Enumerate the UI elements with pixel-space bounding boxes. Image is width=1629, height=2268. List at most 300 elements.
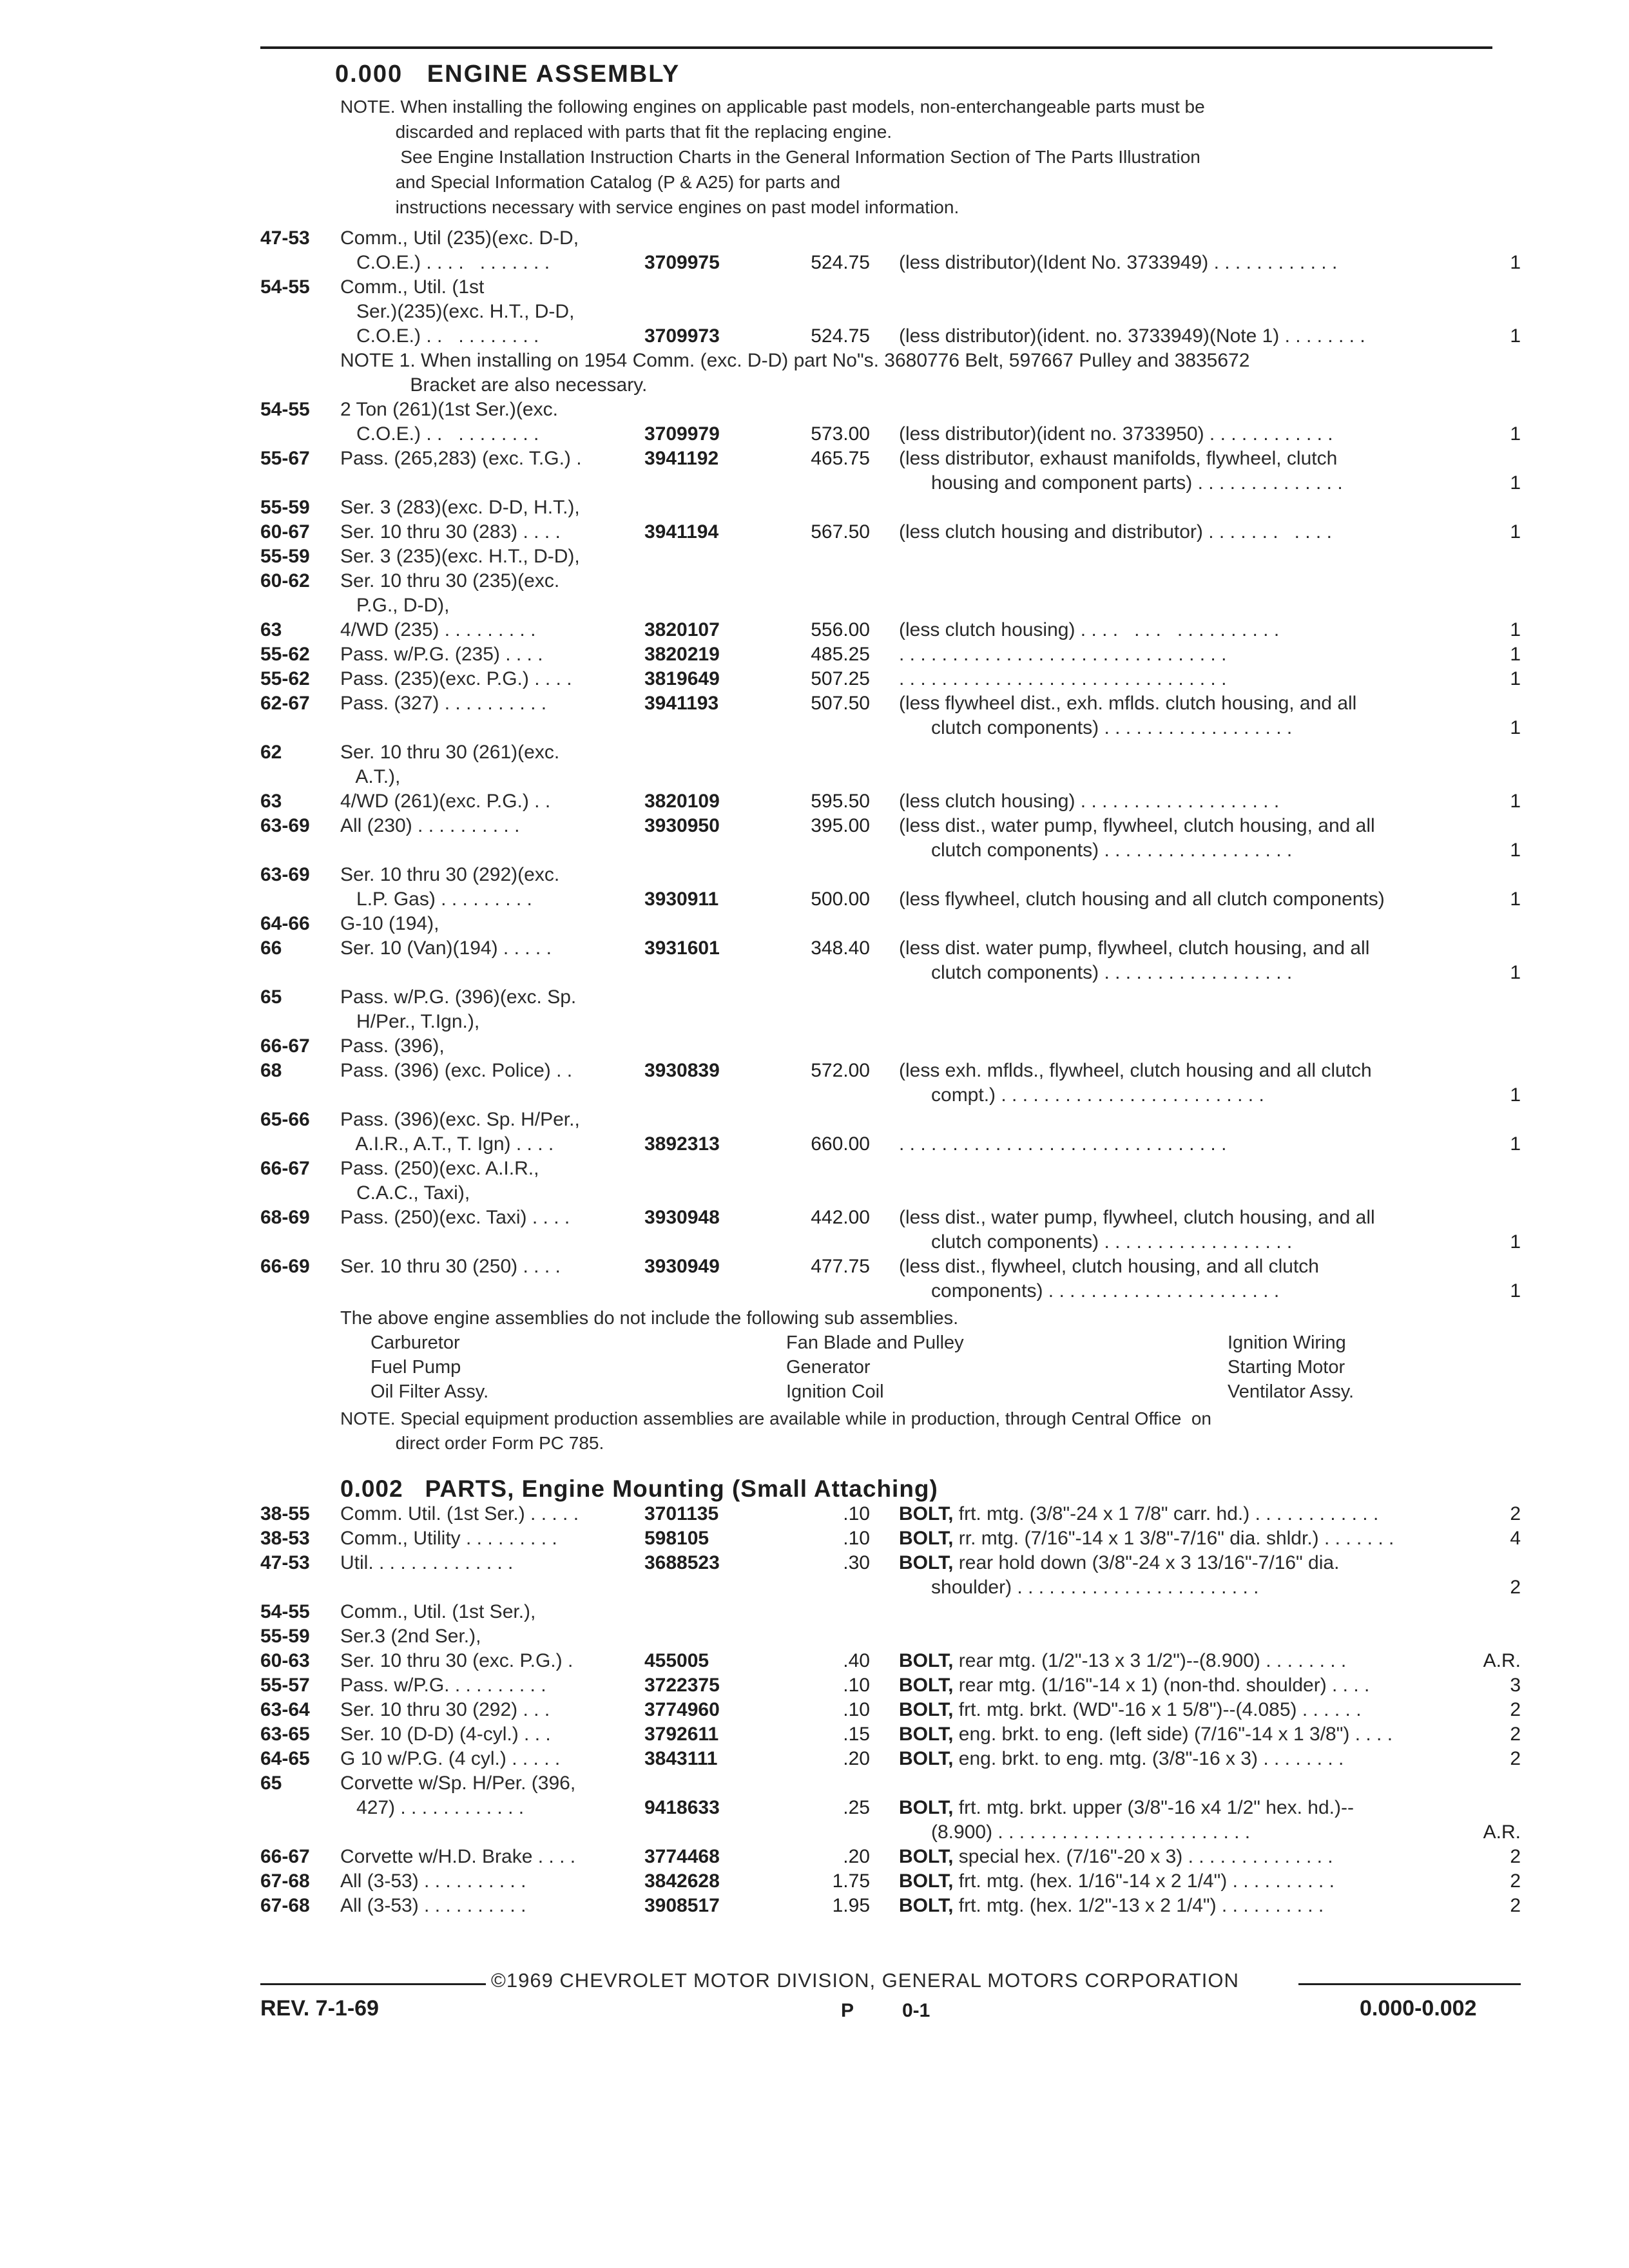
note-line: NOTE. When installing the following engines on applicable past models, non-enterchangeable parts must be <box>340 97 1205 117</box>
application: Pass. (396)(exc. Sp. H/Per., <box>340 1109 580 1130</box>
application: Pass. w/P.G. (235) . . . . <box>340 644 543 665</box>
application: Ser.3 (2nd Ser.), <box>340 1626 481 1647</box>
sub-assembly-item: Fuel Pump <box>371 1357 461 1378</box>
table-row <box>0 691 1629 716</box>
quantity: 2 <box>1510 1846 1521 1867</box>
description-text: frt. mtg. brkt. (WD"-16 x 1 5/8")--(4.085) . . . . . . <box>953 1699 1362 1720</box>
description <box>899 813 1375 838</box>
model-years: 63-64 <box>260 1699 310 1720</box>
price: 524.75 <box>811 325 870 347</box>
price: 660.00 <box>811 1133 870 1155</box>
part-number: 3701135 <box>644 1503 719 1524</box>
description-text: (less distributor)(ident no. 3733950) . . . . . . . . . . . . <box>899 423 1333 445</box>
description-text: shoulder) . . . . . . . . . . . . . . . . . . . . . . . <box>899 1577 1259 1598</box>
description <box>899 1820 1250 1845</box>
table-row <box>0 1599 1629 1624</box>
table-row <box>0 250 1629 275</box>
table-row <box>0 1869 1629 1894</box>
sub-assemblies-intro: The above engine assemblies do not include the following sub assemblies. <box>340 1308 959 1329</box>
description-text: (less flywheel dist., exh. mflds. clutch housing, and all <box>899 693 1357 714</box>
description <box>899 936 1369 961</box>
table-row <box>0 1501 1629 1526</box>
application: Ser. 10 thru 30 (261)(exc. <box>340 742 560 763</box>
description-text: rear mtg. (1/16"-14 x 1) (non-thd. shoulder) . . . . <box>953 1675 1370 1696</box>
section-number: 0.000 <box>335 61 403 88</box>
part-name: BOLT, <box>899 1552 954 1573</box>
application: All (230) . . . . . . . . . . <box>340 815 520 836</box>
page-number: 0-1 <box>902 2000 930 2021</box>
description <box>899 666 1226 691</box>
model-years: 66-69 <box>260 1256 310 1277</box>
part-name: BOLT, <box>899 1870 954 1892</box>
description-text: housing and component parts) . . . . . . . . . . . . . . <box>899 472 1343 494</box>
model-years: 63-69 <box>260 864 310 885</box>
description-text: (less dist., water pump, flywheel, clutch housing, and all <box>899 1207 1375 1228</box>
description <box>899 1795 1354 1820</box>
sub-assembly-item: Oil Filter Assy. <box>371 1381 489 1402</box>
application: All (3-53) . . . . . . . . . . <box>340 1895 526 1916</box>
price: .25 <box>843 1797 870 1818</box>
application: Pass. (265,283) (exc. T.G.) . <box>340 448 582 469</box>
section-heading-engine-assembly <box>335 61 680 88</box>
description-text: (less exh. mflds., flywheel, clutch housing and all clutch <box>899 1060 1372 1081</box>
model-years: 65-66 <box>260 1109 310 1130</box>
table-row <box>0 838 1629 863</box>
price: 507.50 <box>811 693 870 714</box>
quantity: 3 <box>1510 1675 1521 1696</box>
description-text: eng. brkt. to eng. (left side) (7/16"-14 x 1 3/8") . . . . <box>953 1724 1393 1745</box>
description-text: (less flywheel, clutch housing and all clutch components) <box>899 889 1385 910</box>
part-number: 3709973 <box>644 325 720 347</box>
table-row <box>0 1893 1629 1918</box>
part-name: BOLT, <box>899 1895 954 1916</box>
note-line: See Engine Installation Instruction Charts in the General Information Section of The Parts Illustration <box>340 147 1200 167</box>
description <box>899 1893 1324 1918</box>
part-number: 3842628 <box>644 1870 720 1892</box>
part-number: 3930839 <box>644 1060 720 1081</box>
model-years: 64-66 <box>260 913 310 934</box>
model-years: 55-62 <box>260 668 310 689</box>
description-text: (less clutch housing) . . . . . . . . . . . . . . . . . <box>899 619 1280 640</box>
price: .10 <box>843 1503 870 1524</box>
model-years: 62 <box>260 742 282 763</box>
part-number: 3820219 <box>644 644 720 665</box>
note-line: discarded and replaced with parts that fit the replacing engine. <box>340 122 892 142</box>
table-row <box>0 1648 1629 1673</box>
model-years: 55-59 <box>260 1626 310 1647</box>
table-row <box>0 1795 1629 1820</box>
application: Ser. 10 thru 30 (235)(exc. <box>340 570 560 591</box>
table-row <box>0 715 1629 740</box>
model-years: 54-55 <box>260 399 310 420</box>
part-number: 3774960 <box>644 1699 720 1720</box>
quantity: 1 <box>1510 840 1521 861</box>
part-number: 3941193 <box>644 693 719 714</box>
quantity: 1 <box>1510 252 1521 273</box>
part-number: 3819649 <box>644 668 720 689</box>
price: 524.75 <box>811 252 870 273</box>
part-number: 3930911 <box>644 889 719 910</box>
application: Pass. (396) (exc. Police) . . <box>340 1060 573 1081</box>
price: .10 <box>843 1699 870 1720</box>
application: 2 Ton (261)(1st Ser.)(exc. <box>340 399 558 420</box>
description <box>899 789 1279 814</box>
model-years: 65 <box>260 986 282 1008</box>
table-row <box>0 911 1629 936</box>
table-row <box>0 470 1629 495</box>
table-row <box>0 642 1629 667</box>
description-text: . . . . . . . . . . . . . . . . . . . . . . . . . . . . . . . <box>899 1133 1227 1155</box>
application: Ser. 10 thru 30 (292)(exc. <box>340 864 560 885</box>
table-row <box>0 666 1629 691</box>
model-years: 65 <box>260 1773 282 1794</box>
description <box>899 470 1343 495</box>
part-number: 3930950 <box>644 815 720 836</box>
part-number: 3774468 <box>644 1846 720 1867</box>
application: Ser. 10 thru 30 (292) . . . <box>340 1699 550 1720</box>
description <box>899 1575 1259 1600</box>
model-years: 63-69 <box>260 815 310 836</box>
quantity: 1 <box>1510 644 1521 665</box>
table-row <box>0 519 1629 544</box>
description <box>899 887 1385 912</box>
description <box>899 1205 1375 1230</box>
model-years: 55-57 <box>260 1675 310 1696</box>
description <box>899 1082 1264 1108</box>
table-row <box>0 1278 1629 1303</box>
price: 556.00 <box>811 619 870 640</box>
price: 1.75 <box>832 1870 870 1892</box>
part-number: 3930948 <box>644 1207 720 1228</box>
table-row <box>0 1746 1629 1771</box>
part-name: BOLT, <box>899 1748 954 1769</box>
application: Ser.)(235)(exc. H.T., D-D, <box>340 301 575 322</box>
revision-date: REV. 7-1-69 <box>260 1996 379 2021</box>
description <box>899 446 1337 471</box>
model-years: 55-67 <box>260 448 310 469</box>
table-row <box>0 1254 1629 1279</box>
application: C.O.E.) . . . . . . . . . . . <box>340 252 550 273</box>
table-row <box>0 1526 1629 1551</box>
quantity: 1 <box>1510 889 1521 910</box>
quantity: 1 <box>1510 717 1521 738</box>
model-years: 54-55 <box>260 276 310 298</box>
part-number: 3820107 <box>644 619 720 640</box>
description-text: components) . . . . . . . . . . . . . . . . . . . . . . <box>899 1280 1280 1302</box>
table-row <box>0 495 1629 520</box>
sub-assembly-item: Fan Blade and Pulley <box>786 1332 964 1353</box>
description <box>899 691 1356 716</box>
table-row <box>0 1229 1629 1254</box>
description-text: eng. brkt. to eng. mtg. (3/8"-16 x 3) . . . . . . . . <box>953 1748 1344 1769</box>
model-years: 62-67 <box>260 693 310 714</box>
table-row <box>0 1624 1629 1649</box>
table-row <box>0 1697 1629 1722</box>
application: A.I.R., A.T., T. Ign) . . . . <box>340 1133 554 1155</box>
application: NOTE 1. When installing on 1954 Comm. (exc. D-D) part No"s. 3680776 Belt, 597667 Pulley and 3835672 <box>340 350 1250 371</box>
table-row <box>0 764 1629 789</box>
section-heading-engine-mounting <box>340 1475 938 1503</box>
description-text: clutch components) . . . . . . . . . . . . . . . . . . <box>899 1231 1293 1253</box>
part-number: 3792611 <box>644 1724 719 1745</box>
quantity: 1 <box>1510 521 1521 543</box>
description <box>899 1673 1369 1698</box>
model-years: 66-67 <box>260 1846 310 1867</box>
description-text: frt. mtg. brkt. upper (3/8"-16 x4 1/2" hex. hd.)-- <box>953 1797 1354 1818</box>
application: Ser. 3 (235)(exc. H.T., D-D), <box>340 546 580 567</box>
application: G 10 w/P.G. (4 cyl.) . . . . . <box>340 1748 561 1769</box>
application: Ser. 3 (283)(exc. D-D, H.T.), <box>340 497 580 518</box>
description <box>899 1697 1362 1722</box>
price: .15 <box>843 1724 870 1745</box>
description <box>899 1278 1279 1303</box>
quantity: 1 <box>1510 325 1521 347</box>
table-row <box>0 1550 1629 1575</box>
footer-rule-right <box>1298 1983 1521 1985</box>
price: 477.75 <box>811 1256 870 1277</box>
description <box>899 323 1365 349</box>
sub-assembly-item: Generator <box>786 1357 871 1378</box>
model-years: 55-59 <box>260 497 310 518</box>
section-title: PARTS, Engine Mounting (Small Attaching) <box>425 1475 938 1502</box>
description-text: . . . . . . . . . . . . . . . . . . . . . . . . . . . . . . . <box>899 644 1227 665</box>
table-row <box>0 544 1629 569</box>
sub-assembly-item: Starting Motor <box>1228 1357 1345 1378</box>
application: Corvette w/H.D. Brake . . . . <box>340 1846 576 1867</box>
application: Comm. Util. (1st Ser.) . . . . . <box>340 1503 579 1524</box>
table-row <box>0 274 1629 300</box>
application: Comm., Util (235)(exc. D-D, <box>340 227 579 249</box>
description-text: (less distributor)(Ident No. 3733949) . . . . . . . . . . . . <box>899 252 1338 273</box>
part-number: 3892313 <box>644 1133 720 1155</box>
table-row <box>0 348 1629 373</box>
quantity: 1 <box>1510 1231 1521 1253</box>
price: .40 <box>843 1650 870 1671</box>
quantity: 1 <box>1510 1133 1521 1155</box>
quantity: 2 <box>1510 1724 1521 1745</box>
table-row <box>0 1180 1629 1206</box>
description <box>899 1254 1319 1279</box>
quantity: 1 <box>1510 472 1521 494</box>
part-number: 598105 <box>644 1528 709 1549</box>
note-line: instructions necessary with service engines on past model information. <box>340 197 959 217</box>
quantity: 1 <box>1510 423 1521 445</box>
model-years: 60-67 <box>260 521 310 543</box>
note-line: direct order Form PC 785. <box>340 1433 604 1453</box>
price: 507.25 <box>811 668 870 689</box>
application: G-10 (194), <box>340 913 439 934</box>
note-line: and Special Information Catalog (P & A25) for parts and <box>340 172 841 192</box>
quantity: 1 <box>1510 619 1521 640</box>
part-number: 3843111 <box>644 1748 718 1769</box>
model-years: 63 <box>260 619 282 640</box>
description <box>899 960 1292 985</box>
part-number: 3941192 <box>644 448 719 469</box>
table-row <box>0 960 1629 985</box>
application: Pass. w/P.G. (396)(exc. Sp. <box>340 986 577 1008</box>
section-range: 0.000-0.002 <box>1360 1996 1477 2021</box>
part-number: 3931601 <box>644 937 720 959</box>
table-row <box>0 421 1629 447</box>
model-years: 63 <box>260 791 282 812</box>
application: Comm., Utility . . . . . . . . . <box>340 1528 557 1549</box>
table-row <box>0 813 1629 838</box>
table-row <box>0 1673 1629 1698</box>
description-text: (less dist. water pump, flywheel, clutch housing, and all <box>899 937 1370 959</box>
table-row <box>0 887 1629 912</box>
description-text: rear mtg. (1/2"-13 x 3 1/2")--(8.900) . . . . . . . . <box>953 1650 1347 1671</box>
quantity: A.R. <box>1483 1650 1521 1671</box>
description <box>899 1229 1292 1254</box>
application: Pass. w/P.G. . . . . . . . . . <box>340 1675 546 1696</box>
model-years: 63-65 <box>260 1724 310 1745</box>
quantity: 1 <box>1510 1280 1521 1302</box>
top-rule <box>260 46 1492 49</box>
model-years: 68 <box>260 1060 282 1081</box>
table-row <box>0 568 1629 593</box>
description-text: clutch components) . . . . . . . . . . . . . . . . . . <box>899 840 1293 861</box>
application: Pass. (250)(exc. Taxi) . . . . <box>340 1207 570 1228</box>
description-text: (less distributor, exhaust manifolds, flywheel, clutch <box>899 448 1338 469</box>
model-years: 38-53 <box>260 1528 310 1549</box>
sub-assembly-item: Carburetor <box>371 1332 460 1353</box>
part-name: BOLT, <box>899 1503 954 1524</box>
price: .20 <box>843 1748 870 1769</box>
quantity: 2 <box>1510 1699 1521 1720</box>
table-row <box>0 397 1629 422</box>
description <box>899 642 1226 667</box>
part-name: BOLT, <box>899 1724 954 1745</box>
model-years: 47-53 <box>260 227 310 249</box>
table-row <box>0 617 1629 642</box>
application: 427) . . . . . . . . . . . . <box>340 1797 525 1818</box>
price: 465.75 <box>811 448 870 469</box>
table-row <box>0 323 1629 349</box>
price: 573.00 <box>811 423 870 445</box>
table-row <box>0 372 1629 398</box>
model-years: 47-53 <box>260 1552 310 1573</box>
application: P.G., D-D), <box>340 595 450 616</box>
description <box>899 1869 1335 1894</box>
section-title: ENGINE ASSEMBLY <box>427 61 680 88</box>
model-years: 55-59 <box>260 546 310 567</box>
table-row <box>0 1131 1629 1157</box>
quantity: 1 <box>1510 1084 1521 1106</box>
application: Pass. (235)(exc. P.G.) . . . . <box>340 668 572 689</box>
price: .10 <box>843 1528 870 1549</box>
part-number: 3930949 <box>644 1256 720 1277</box>
part-number: 3722375 <box>644 1675 720 1696</box>
quantity: 2 <box>1510 1870 1521 1892</box>
table-row <box>0 299 1629 324</box>
model-years: 67-68 <box>260 1870 310 1892</box>
part-number: 3820109 <box>644 791 720 812</box>
application: Comm., Util. (1st <box>340 276 485 298</box>
description-text: (less clutch housing and distributor) . . . . . . . . . . . <box>899 521 1332 543</box>
application: H/Per., T.Ign.), <box>340 1011 480 1032</box>
description <box>899 1526 1394 1551</box>
application: 4/WD (261)(exc. P.G.) . . <box>340 791 551 812</box>
page-letter: P <box>841 2000 854 2021</box>
model-years: 60-62 <box>260 570 310 591</box>
description-text: frt. mtg. (3/8"-24 x 1 7/8" carr. hd.) . . . . . . . . . . . . <box>953 1503 1379 1524</box>
application: Pass. (327) . . . . . . . . . . <box>340 693 547 714</box>
model-years: 68-69 <box>260 1207 310 1228</box>
quantity: 2 <box>1510 1577 1521 1598</box>
model-years: 54-55 <box>260 1601 310 1622</box>
price: 485.25 <box>811 644 870 665</box>
part-name: BOLT, <box>899 1797 954 1818</box>
description <box>899 1550 1339 1575</box>
price: 500.00 <box>811 889 870 910</box>
quantity: 4 <box>1510 1528 1521 1549</box>
sub-assembly-item: Ventilator Assy. <box>1228 1381 1354 1402</box>
part-number: 3908517 <box>644 1895 720 1916</box>
table-row <box>0 1771 1629 1796</box>
description-text: (less clutch housing) . . . . . . . . . . . . . . . . . . . <box>899 791 1280 812</box>
application: A.T.), <box>340 766 401 787</box>
price: 395.00 <box>811 815 870 836</box>
table-row <box>0 1575 1629 1600</box>
sub-assembly-item: Ignition Coil <box>786 1381 884 1402</box>
table-row <box>0 1058 1629 1083</box>
price: 595.50 <box>811 791 870 812</box>
model-years: 66 <box>260 937 282 959</box>
quantity: 1 <box>1510 962 1521 983</box>
description-text: (less dist., water pump, flywheel, clutch housing, and all <box>899 815 1375 836</box>
application: Ser. 10 (D-D) (4-cyl.) . . . <box>340 1724 551 1745</box>
copyright-line: ©1969 CHEVROLET MOTOR DIVISION, GENERAL MOTORS CORPORATION <box>491 1969 1239 1992</box>
price: .30 <box>843 1552 870 1573</box>
table-row <box>0 1033 1629 1059</box>
application: Pass. (250)(exc. A.I.R., <box>340 1158 539 1179</box>
section-number: 0.002 <box>340 1475 403 1502</box>
quantity: A.R. <box>1483 1821 1521 1843</box>
part-name: BOLT, <box>899 1650 954 1671</box>
application: Ser. 10 thru 30 (283) . . . . <box>340 521 561 543</box>
application: Util. . . . . . . . . . . . . . <box>340 1552 514 1573</box>
description-text: compt.) . . . . . . . . . . . . . . . . . . . . . . . . . <box>899 1084 1264 1106</box>
model-years: 66-67 <box>260 1035 310 1057</box>
description-text: (less distributor)(ident. no. 3733949)(Note 1) . . . . . . . . <box>899 325 1365 347</box>
quantity: 1 <box>1510 791 1521 812</box>
application: All (3-53) . . . . . . . . . . <box>340 1870 526 1892</box>
table-row <box>0 862 1629 887</box>
description-text: clutch components) . . . . . . . . . . . . . . . . . . <box>899 962 1293 983</box>
model-years: 67-68 <box>260 1895 310 1916</box>
price: 567.50 <box>811 521 870 543</box>
sub-assembly-item: Ignition Wiring <box>1228 1332 1346 1353</box>
application: C.O.E.) . . . . . . . . . . <box>340 325 539 347</box>
model-years: 38-55 <box>260 1503 310 1524</box>
table-row <box>0 1844 1629 1869</box>
table-row <box>0 1820 1629 1845</box>
price: 1.95 <box>832 1895 870 1916</box>
description <box>899 1131 1226 1157</box>
application: Pass. (396), <box>340 1035 445 1057</box>
price: 442.00 <box>811 1207 870 1228</box>
application: Comm., Util. (1st Ser.), <box>340 1601 536 1622</box>
description <box>899 715 1292 740</box>
part-name: BOLT, <box>899 1528 954 1549</box>
application: C.A.C., Taxi), <box>340 1182 470 1204</box>
application: Corvette w/Sp. H/Per. (396, <box>340 1773 576 1794</box>
description <box>899 617 1279 642</box>
table-row <box>0 593 1629 618</box>
description <box>899 421 1333 447</box>
application: C.O.E.) . . . . . . . . . . <box>340 423 539 445</box>
description <box>899 519 1332 544</box>
